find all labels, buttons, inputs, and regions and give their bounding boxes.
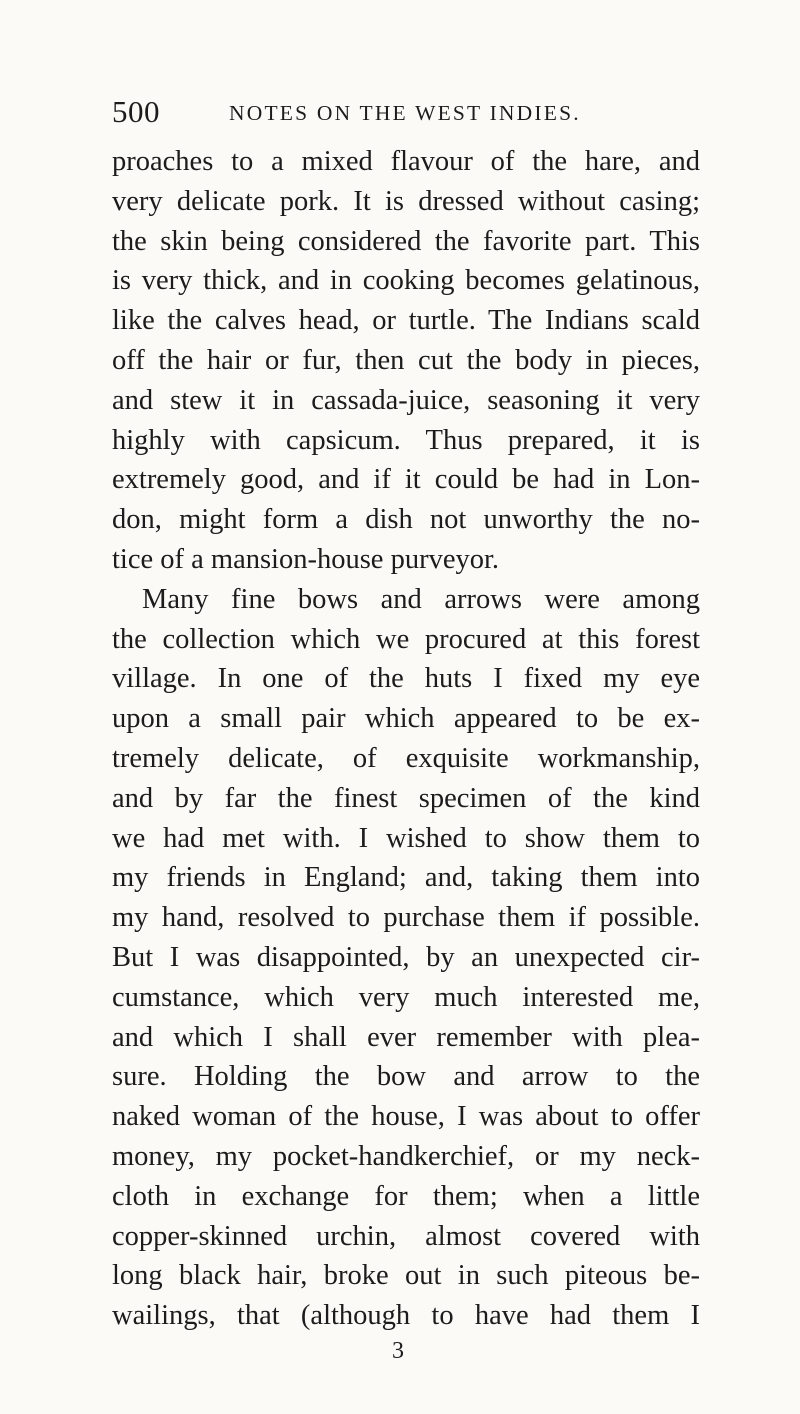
text-line: we had met with. I wished to show them to [112, 822, 700, 854]
paragraph-end-line: tice of a mansion-house purveyor. [112, 543, 500, 575]
text-line: cumstance, which very much interested me, [112, 981, 700, 1013]
text-line: the collection which we procured at this forest [112, 623, 700, 655]
text-line: tremely delicate, of exquisite workmanship, [112, 742, 700, 774]
page-header [112, 92, 700, 132]
text-line: and which I shall ever remember with plea- [112, 1021, 700, 1053]
running-title: NOTES ON THE WEST INDIES. [229, 101, 581, 125]
text-line: proaches to a mixed flavour of the hare, and [112, 146, 700, 177]
text-line: my friends in England; and, taking them into [112, 862, 700, 894]
text-line: long black hair, broke out in such piteous be- [112, 1260, 700, 1292]
text-line: like the calves head, or turtle. The Indians scald [112, 305, 700, 337]
text-line: naked woman of the house, I was about to offer [112, 1101, 700, 1133]
text-line: and by far the finest specimen of the kind [112, 782, 700, 814]
text-line: village. In one of the huts I fixed my eye [112, 663, 700, 695]
page-number: 500 [112, 94, 160, 129]
text-line: off the hair or fur, then cut the body in pieces, [112, 344, 700, 376]
text-line: money, my pocket-handkerchief, or my neck- [112, 1140, 700, 1172]
text-line: extremely good, and if it could be had in Lon- [112, 464, 700, 496]
signature-mark: 3 [392, 1338, 404, 1364]
text-line: wailings, that (although to have had them I [112, 1300, 700, 1332]
text-line: highly with capsicum. Thus prepared, it is [112, 424, 700, 456]
text-line: sure. Holding the bow and arrow to the [112, 1061, 700, 1093]
text-line: upon a small pair which appeared to be ex- [112, 703, 700, 735]
paragraph-start-line: Many fine bows and arrows were among [142, 583, 700, 615]
text-line: don, might form a dish not unworthy the no- [112, 504, 700, 536]
text-line: and stew it in cassada-juice, seasoning it very [112, 384, 700, 416]
text-line: the skin being considered the favorite part. This [112, 225, 700, 257]
text-line: But I was disappointed, by an unexpected cir- [112, 941, 700, 973]
text-line: copper-skinned urchin, almost covered with [112, 1220, 700, 1252]
text-line: is very thick, and in cooking becomes gelatinous, [112, 265, 700, 297]
body-text [112, 142, 700, 1336]
text-line: cloth in exchange for them; when a little [112, 1180, 700, 1212]
text-line: very delicate pork. It is dressed without casing; [112, 185, 700, 217]
text-line: my hand, resolved to purchase them if possible. [112, 902, 700, 934]
